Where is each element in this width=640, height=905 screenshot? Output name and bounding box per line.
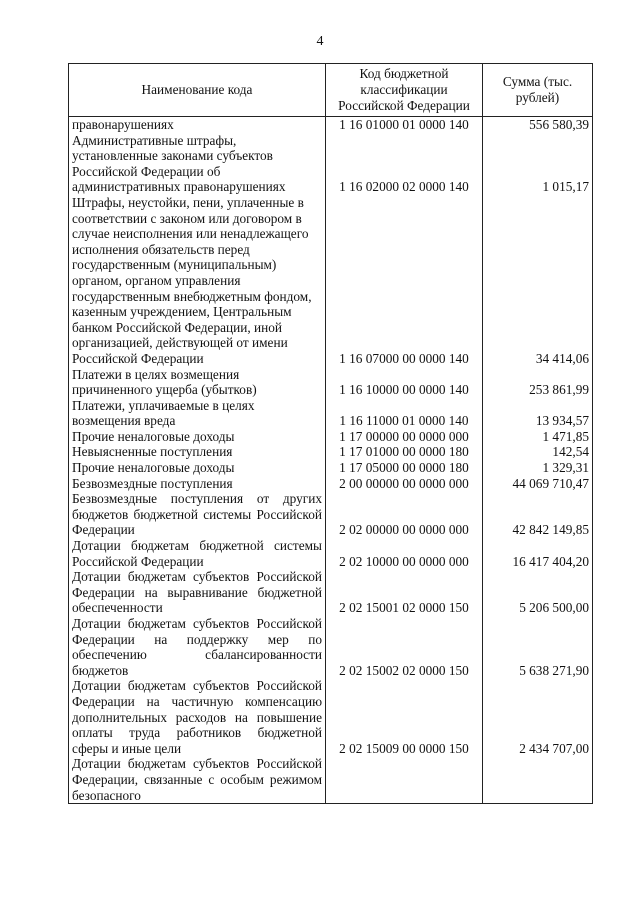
row-sum: 44 069 710,47 — [483, 476, 593, 492]
row-name: правонарушениях — [69, 117, 326, 133]
row-name: Дотации бюджетам субъектов Российской Федерации на выравнивание бюджетной обеспеченности — [69, 569, 326, 616]
row-sum: 556 580,39 — [483, 117, 593, 133]
row-sum: 1 471,85 — [483, 429, 593, 445]
row-code: 2 02 15002 02 0000 150 — [326, 616, 483, 678]
row-code — [326, 756, 483, 803]
table-row — [69, 398, 593, 429]
row-name: Платежи, уплачиваемые в целях возмещения вреда — [69, 398, 326, 429]
row-name: Административные штрафы, установленные законами субъектов Российской Федерации об административных правонарушениях — [69, 133, 326, 195]
row-name: Безвозмездные поступления — [69, 476, 326, 492]
row-name: Безвозмездные поступления от других бюджетов бюджетной системы Российской Федерации — [69, 491, 326, 538]
table-row — [69, 569, 593, 616]
row-code: 1 16 11000 01 0000 140 — [326, 398, 483, 429]
table-row — [69, 444, 593, 460]
row-code: 2 02 15009 00 0000 150 — [326, 678, 483, 756]
table-row — [69, 756, 593, 803]
budget-revenue-table — [68, 63, 593, 804]
row-name: Дотации бюджетам субъектов Российской Федерации на частичную компенсацию дополнительных расходов на повышение оплаты труда работников бюджетной сферы и иные цели — [69, 678, 326, 756]
page-number: 4 — [316, 34, 324, 49]
row-sum — [483, 756, 593, 803]
row-name: Прочие неналоговые доходы — [69, 429, 326, 445]
row-code: 1 17 00000 00 0000 000 — [326, 429, 483, 445]
table-row — [69, 678, 593, 756]
table-row — [69, 117, 593, 133]
table-row — [69, 367, 593, 398]
row-name: Платежи в целях возмещения причиненного ущерба (убытков) — [69, 367, 326, 398]
table-row — [69, 538, 593, 569]
table-header-row — [69, 64, 593, 117]
row-name: Дотации бюджетам субъектов Российской Федерации, связанные с особым режимом безопасного — [69, 756, 326, 803]
row-sum: 142,54 — [483, 444, 593, 460]
table-row — [69, 429, 593, 445]
table-row — [69, 133, 593, 195]
row-code: 1 16 01000 01 0000 140 — [326, 117, 483, 133]
row-code: 2 02 15001 02 0000 150 — [326, 569, 483, 616]
row-sum: 42 842 149,85 — [483, 491, 593, 538]
row-name: Дотации бюджетам бюджетной системы Российской Федерации — [69, 538, 326, 569]
row-code: 2 02 00000 00 0000 000 — [326, 491, 483, 538]
row-name: Невыясненные поступления — [69, 444, 326, 460]
table-row — [69, 460, 593, 476]
row-code: 1 17 01000 00 0000 180 — [326, 444, 483, 460]
header-code: Код бюджетной классификации Российской Федерации — [326, 64, 483, 117]
row-sum: 16 417 404,20 — [483, 538, 593, 569]
row-sum: 2 434 707,00 — [483, 678, 593, 756]
row-name: Дотации бюджетам субъектов Российской Федерации на поддержку мер по обеспечению сбалансированности бюджетов — [69, 616, 326, 678]
row-sum: 1 329,31 — [483, 460, 593, 476]
row-sum: 5 638 271,90 — [483, 616, 593, 678]
row-sum: 13 934,57 — [483, 398, 593, 429]
row-code: 1 16 02000 02 0000 140 — [326, 133, 483, 195]
table-row — [69, 476, 593, 492]
table-row — [69, 491, 593, 538]
row-code: 2 02 10000 00 0000 000 — [326, 538, 483, 569]
row-code: 2 00 00000 00 0000 000 — [326, 476, 483, 492]
table-row — [69, 195, 593, 367]
row-name: Прочие неналоговые доходы — [69, 460, 326, 476]
table-row — [69, 616, 593, 678]
row-name: Штрафы, неустойки, пени, уплаченные в соответствии с законом или договором в случае неисполнения или ненадлежащего исполнения обязательств перед государственным (муниципальным) органом, органом управления государственным внебюджетным фондом, казенным учреждением, Центральным банком Российской Федерации, иной организацией, действующей от имени Российской Федерации — [69, 195, 326, 367]
row-code: 1 16 10000 00 0000 140 — [326, 367, 483, 398]
header-sum: Сумма (тыс. рублей) — [483, 64, 593, 117]
row-sum: 5 206 500,00 — [483, 569, 593, 616]
row-code: 1 16 07000 00 0000 140 — [326, 195, 483, 367]
header-name: Наименование кода — [69, 64, 326, 117]
row-sum: 1 015,17 — [483, 133, 593, 195]
row-sum: 34 414,06 — [483, 195, 593, 367]
row-code: 1 17 05000 00 0000 180 — [326, 460, 483, 476]
row-sum: 253 861,99 — [483, 367, 593, 398]
